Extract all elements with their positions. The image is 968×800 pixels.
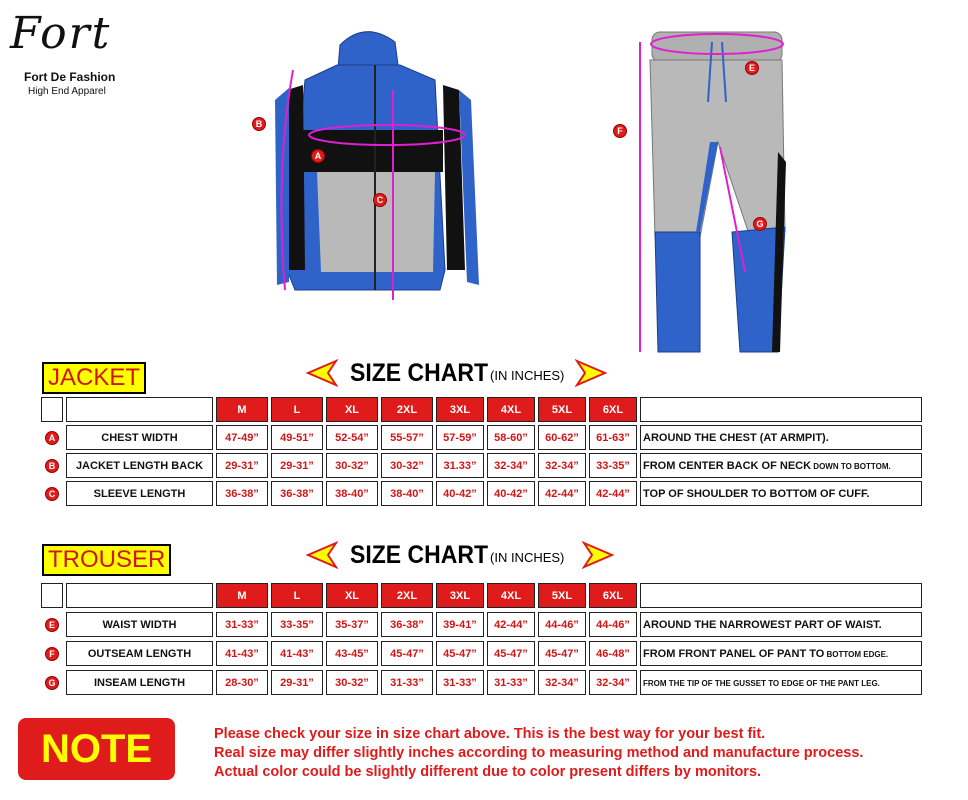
- header-blank: [66, 397, 213, 422]
- brand-name: Fort De Fashion: [24, 70, 116, 84]
- size-value: 30-32”: [326, 670, 378, 695]
- size-value: 32-34”: [538, 670, 586, 695]
- size-header: M: [216, 583, 268, 608]
- size-value: 40-42”: [436, 481, 484, 506]
- size-value: 31-33”: [436, 670, 484, 695]
- size-header: 5XL: [538, 397, 586, 422]
- size-value: 57-59”: [436, 425, 484, 450]
- size-value: 30-32”: [381, 453, 433, 478]
- row-marker: B: [45, 459, 59, 473]
- jacket-section-label: JACKET: [42, 362, 146, 394]
- measurement-description: [640, 641, 922, 666]
- size-value: 36-38”: [381, 612, 433, 637]
- description-small-text: FROM THE TIP OF THE GUSSET TO EDGE OF THE PANT LEG.: [643, 678, 880, 688]
- size-value: 28-30”: [216, 670, 268, 695]
- chevron-left-icon: [302, 540, 338, 570]
- description-text: FROM FRONT PANEL OF PANT TO: [643, 647, 825, 660]
- size-value: 44-46”: [589, 612, 637, 637]
- row-marker: F: [45, 647, 59, 661]
- jacket-chart-subtitle: (IN INCHES): [490, 368, 565, 383]
- size-value: 42-44”: [589, 481, 637, 506]
- trouser-chart-title: SIZE CHART: [350, 541, 488, 569]
- header-blank: [41, 397, 63, 422]
- jacket-chart-title: SIZE CHART: [350, 359, 488, 387]
- size-header: M: [216, 397, 268, 422]
- trouser-size-table: [38, 579, 925, 699]
- size-value: 61-63”: [589, 425, 637, 450]
- size-header: 3XL: [436, 397, 484, 422]
- size-header: 4XL: [487, 583, 535, 608]
- jacket-illustration: [245, 20, 485, 310]
- chevron-right-icon: [575, 358, 611, 388]
- jacket-size-table: [38, 394, 925, 509]
- marker-f: F: [613, 124, 627, 138]
- size-value: 42-44”: [538, 481, 586, 506]
- trouser-chart-subtitle: (IN INCHES): [490, 550, 565, 565]
- note-line: Actual color could be slightly different due to color present differs by monitors.: [214, 764, 762, 780]
- marker-a: A: [311, 149, 325, 163]
- size-value: 45-47”: [381, 641, 433, 666]
- trouser-header-row: [41, 583, 922, 608]
- size-header: 3XL: [436, 583, 484, 608]
- size-value: 45-47”: [487, 641, 535, 666]
- size-value: 31-33”: [216, 612, 268, 637]
- jacket-header-row: [41, 397, 922, 422]
- trouser-section-label: TROUSER: [42, 544, 171, 576]
- brand-tagline: High End Apparel: [28, 86, 106, 97]
- table-row: [41, 641, 922, 666]
- size-value: 29-31”: [271, 670, 323, 695]
- size-value: 33-35”: [589, 453, 637, 478]
- note-line: Please check your size in size chart above. This is the best way for your best fit.: [214, 726, 766, 742]
- marker-b: B: [252, 117, 266, 131]
- size-value: 52-54”: [326, 425, 378, 450]
- table-row: [41, 425, 922, 450]
- measurement-description: [640, 481, 922, 506]
- measurement-description: [640, 670, 922, 695]
- table-row: [41, 453, 922, 478]
- size-header: XL: [326, 397, 378, 422]
- size-value: 41-43”: [216, 641, 268, 666]
- size-value: 38-40”: [326, 481, 378, 506]
- marker-g: G: [753, 217, 767, 231]
- note-badge: NOTE: [18, 718, 175, 780]
- size-value: 39-41”: [436, 612, 484, 637]
- size-header: 6XL: [589, 583, 637, 608]
- size-value: 58-60”: [487, 425, 535, 450]
- size-header: 4XL: [487, 397, 535, 422]
- trouser-illustration: [600, 22, 800, 362]
- measurement-description: [640, 612, 922, 637]
- size-header: L: [271, 397, 323, 422]
- measurement-label: SLEEVE LENGTH: [66, 481, 213, 506]
- header-blank: [41, 583, 63, 608]
- row-marker: E: [45, 618, 59, 632]
- size-value: 29-31”: [271, 453, 323, 478]
- size-value: 40-42”: [487, 481, 535, 506]
- size-value: 31-33”: [487, 670, 535, 695]
- size-value: 36-38”: [216, 481, 268, 506]
- size-value: 32-34”: [589, 670, 637, 695]
- marker-c: C: [373, 193, 387, 207]
- size-value: 42-44”: [487, 612, 535, 637]
- size-value: 32-34”: [538, 453, 586, 478]
- table-row: [41, 481, 922, 506]
- size-value: 31-33”: [381, 670, 433, 695]
- size-value: 29-31”: [216, 453, 268, 478]
- size-value: 43-45”: [326, 641, 378, 666]
- size-value: 46-48”: [589, 641, 637, 666]
- size-header: L: [271, 583, 323, 608]
- header-blank: [640, 583, 922, 608]
- measurement-label: INSEAM LENGTH: [66, 670, 213, 695]
- size-header: 2XL: [381, 583, 433, 608]
- measurement-label: WAIST WIDTH: [66, 612, 213, 637]
- size-header: 2XL: [381, 397, 433, 422]
- description-small-text: BOTTOM EDGE.: [824, 649, 889, 659]
- table-row: [41, 612, 922, 637]
- description-text: TOP OF SHOULDER TO BOTTOM OF CUFF.: [643, 487, 870, 500]
- size-value: 45-47”: [436, 641, 484, 666]
- chevron-left-icon: [302, 358, 338, 388]
- measurement-label: OUTSEAM LENGTH: [66, 641, 213, 666]
- description-text: AROUND THE NARROWEST PART OF WAIST.: [643, 618, 882, 631]
- marker-e: E: [745, 61, 759, 75]
- measurement-description: [640, 425, 922, 450]
- size-value: 47-49”: [216, 425, 268, 450]
- size-value: 33-35”: [271, 612, 323, 637]
- measurement-label: JACKET LENGTH BACK: [66, 453, 213, 478]
- brand-logo: Fort: [10, 8, 112, 59]
- size-value: 60-62”: [538, 425, 586, 450]
- header-blank: [66, 583, 213, 608]
- size-value: 49-51”: [271, 425, 323, 450]
- header-blank: [640, 397, 922, 422]
- row-marker: A: [45, 431, 59, 445]
- size-value: 36-38”: [271, 481, 323, 506]
- measurement-label: CHEST WIDTH: [66, 425, 213, 450]
- size-value: 32-34”: [487, 453, 535, 478]
- description-text: FROM CENTER BACK OF NECK: [643, 459, 812, 472]
- size-value: 41-43”: [271, 641, 323, 666]
- size-value: 38-40”: [381, 481, 433, 506]
- size-value: 31.33”: [436, 453, 484, 478]
- description-small-text: DOWN TO BOTTOM.: [811, 461, 891, 471]
- size-value: 55-57”: [381, 425, 433, 450]
- row-marker: C: [45, 487, 59, 501]
- size-header: 6XL: [589, 397, 637, 422]
- measurement-description: [640, 453, 922, 478]
- size-value: 30-32”: [326, 453, 378, 478]
- size-value: 45-47”: [538, 641, 586, 666]
- chevron-right-icon: [582, 540, 618, 570]
- size-header: XL: [326, 583, 378, 608]
- size-header: 5XL: [538, 583, 586, 608]
- row-marker: G: [45, 676, 59, 690]
- size-value: 44-46”: [538, 612, 586, 637]
- description-text: AROUND THE CHEST (AT ARMPIT).: [643, 431, 829, 444]
- note-line: Real size may differ slightly inches according to measuring method and manufacture process.: [214, 745, 864, 761]
- size-value: 35-37”: [326, 612, 378, 637]
- table-row: [41, 670, 922, 695]
